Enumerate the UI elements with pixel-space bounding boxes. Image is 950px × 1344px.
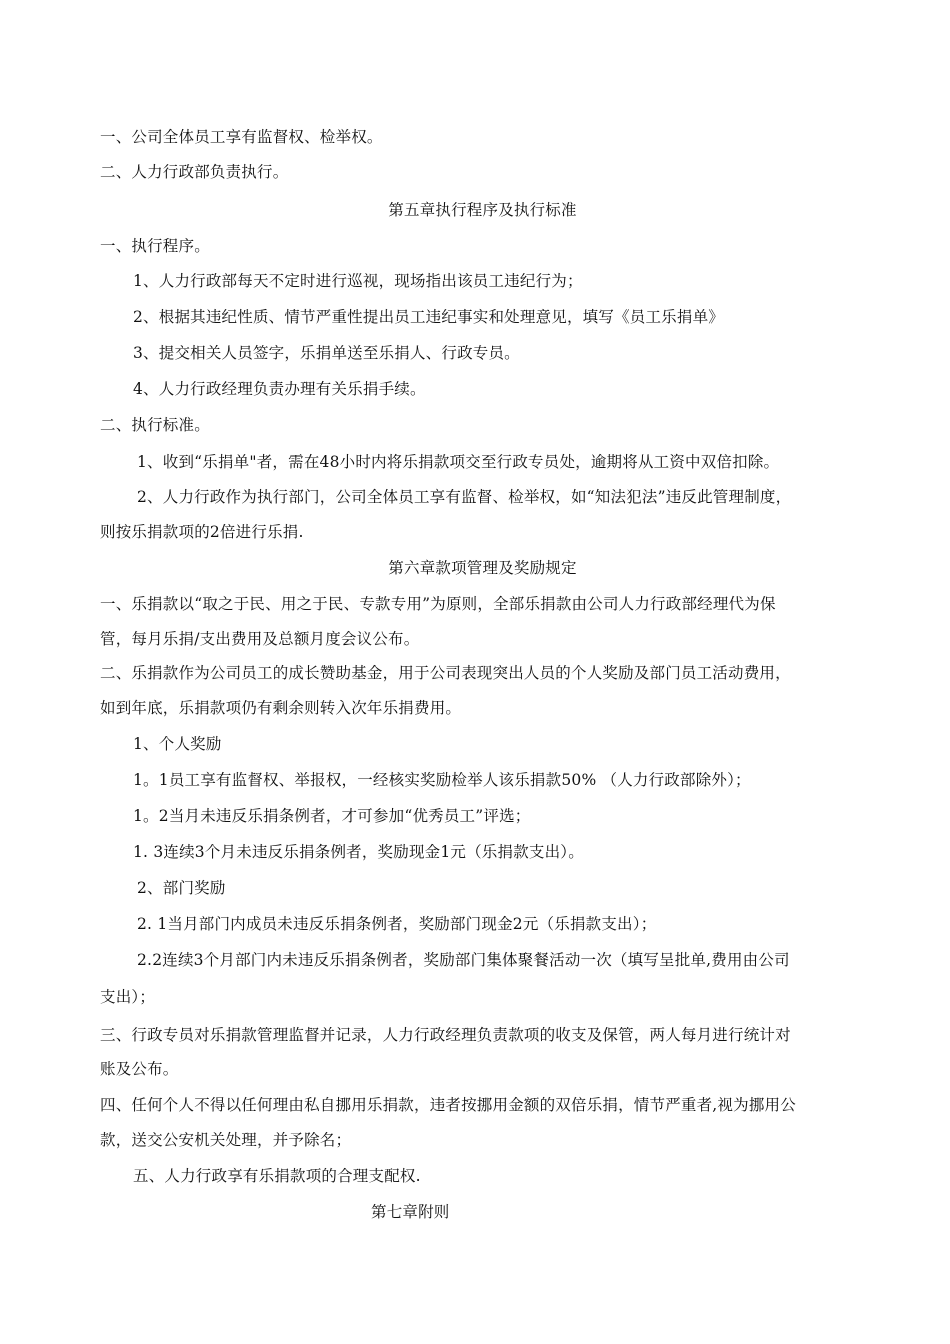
fund-management-supervision: 三、行政专员对乐捐款管理监督并记录，人力行政经理负责款项的收支及保管，两人每月进行统计对 xyxy=(100,1026,791,1044)
department-reward-2-2-continued: 支出）； xyxy=(100,988,156,1006)
chapter-5-heading: 第五章执行程序及执行标准 xyxy=(388,201,577,219)
individual-reward-1-1: 1。1员工享有监督权、举报权，一经核实奖励检举人该乐捐款50% （人力行政部除外）； xyxy=(133,771,751,789)
standard-item-2: 2、人力行政作为执行部门，公司全体员工享有监督、检举权，如“知法犯法”违反此管理制度， xyxy=(137,488,792,506)
department-reward-heading: 2、部门奖励 xyxy=(137,879,226,897)
standard-item-2-continued: 则按乐捐款项的2倍进行乐捐. xyxy=(100,523,304,541)
clause-supervision-right: 一、公司全体员工享有监督权、检举权。 xyxy=(100,128,383,146)
clause-hr-execution: 二、人力行政部负责执行。 xyxy=(100,163,289,181)
individual-reward-1-2: 1。2当月未违反乐捐条例者，才可参加“优秀员工”评选； xyxy=(133,807,531,825)
department-reward-2-1: 2. 1当月部门内成员未违反乐捐条例者，奖励部门现金2元（乐捐款支出）； xyxy=(137,915,657,933)
fund-misuse-prohibition: 四、任何个人不得以任何理由私自挪用乐捐款，违者按挪用金额的双倍乐捐，情节严重者,视为挪用公 xyxy=(100,1096,796,1114)
fund-principle-continued: 管，每月乐捐/支出费用及总额月度会议公布。 xyxy=(100,630,420,648)
fund-allocation-right: 五、人力行政享有乐捐款项的合理支配权. xyxy=(133,1167,421,1185)
fund-principle: 一、乐捐款以“取之于民、用之于民、专款专用”为原则，全部乐捐款由公司人力行政部经理代为保 xyxy=(100,595,776,613)
procedure-step-4: 4、人力行政经理负责办理有关乐捐手续。 xyxy=(133,380,426,398)
chapter-6-heading: 第六章款项管理及奖励规定 xyxy=(388,559,577,577)
procedure-step-3: 3、提交相关人员签字，乐捐单送至乐捐人、行政专员。 xyxy=(133,344,520,362)
procedure-step-2: 2、根据其违纪性质、情节严重性提出员工违纪事实和处理意见，填写《员工乐捐单》 xyxy=(133,308,724,326)
individual-reward-heading: 1、个人奖励 xyxy=(133,735,222,753)
section-standard-heading: 二、执行标准。 xyxy=(100,416,210,434)
fund-management-supervision-continued: 账及公布。 xyxy=(100,1060,179,1078)
procedure-step-1: 1、人力行政部每天不定时进行巡视，现场指出该员工违纪行为； xyxy=(133,272,583,290)
fund-usage: 二、乐捐款作为公司员工的成长赞助基金，用于公司表现突出人员的个人奖励及部门员工活动费用， xyxy=(100,664,791,682)
section-procedure-heading: 一、执行程序。 xyxy=(100,237,210,255)
fund-usage-continued: 如到年底，乐捐款项仍有剩余则转入次年乐捐费用。 xyxy=(100,699,462,717)
individual-reward-1-3: 1. 3连续3个月未违反乐捐条例者，奖励现金1元（乐捐款支出）。 xyxy=(133,843,584,861)
chapter-7-heading: 第七章附则 xyxy=(371,1203,450,1221)
standard-item-1: 1、收到“乐捐单"者，需在48小时内将乐捐款项交至行政专员处，逾期将从工资中双倍扣除。 xyxy=(137,453,780,471)
fund-misuse-prohibition-continued: 款，送交公安机关处理，并予除名； xyxy=(100,1131,352,1149)
department-reward-2-2: 2.2连续3个月部门内未违反乐捐条例者，奖励部门集体聚餐活动一次（填写呈批单,费用由公司 xyxy=(137,951,790,969)
